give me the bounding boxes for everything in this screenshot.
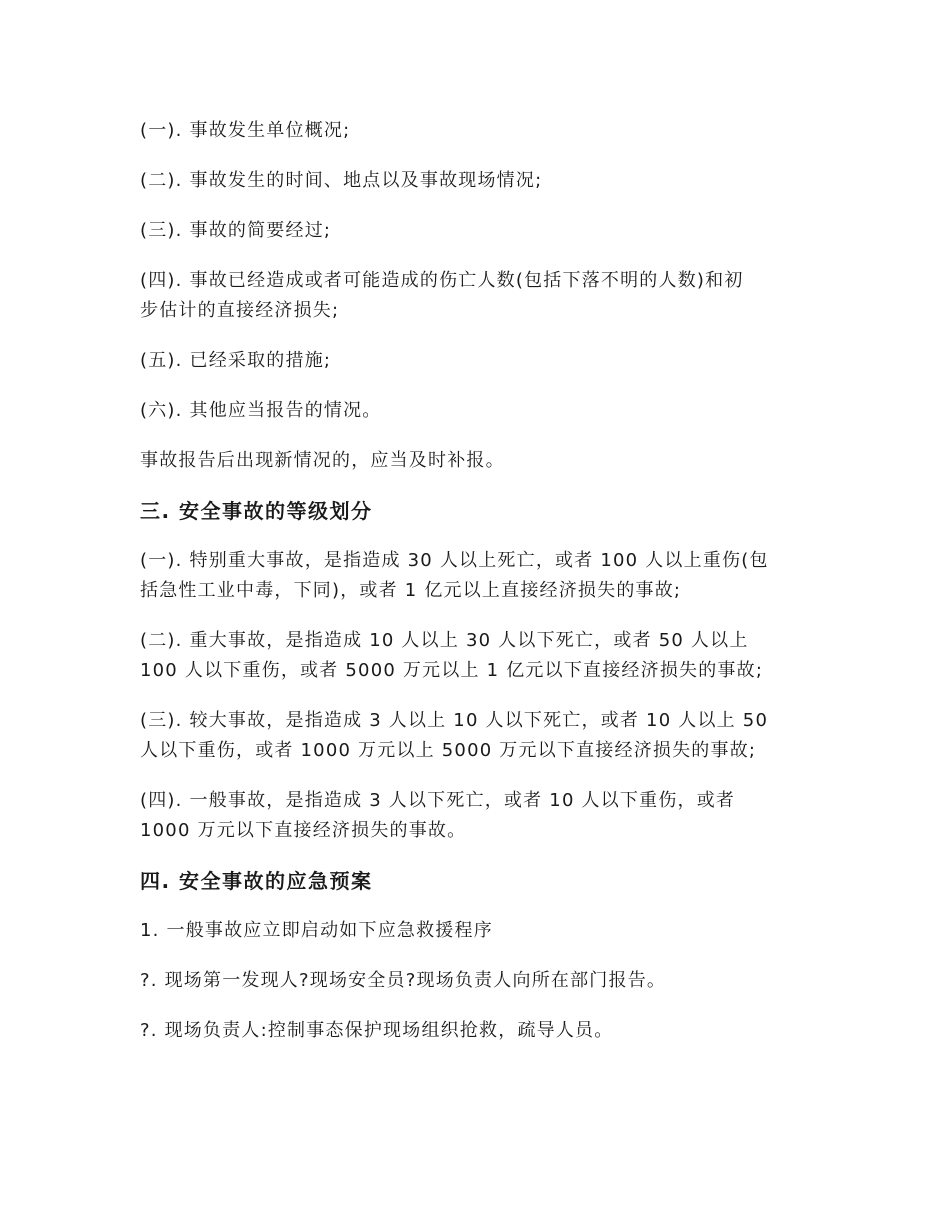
section-heading-emergency-plan: 四. 安全事故的应急预案 xyxy=(140,869,373,893)
list-item-report-3: (三). 事故的简要经过; xyxy=(140,220,332,241)
paragraph-supplement: 事故报告后出现新情况的，应当及时补报。 xyxy=(140,450,505,471)
document-page xyxy=(140,116,820,1066)
list-item-emergency-step-1: ?. 现场第一发现人?现场安全员?现场负责人向所在部门报告。 xyxy=(140,970,667,991)
section-heading-accident-levels: 三. 安全事故的等级划分 xyxy=(140,499,373,523)
list-item-report-5: (五). 已经采取的措施; xyxy=(140,350,332,371)
list-item-level-3: (三). 较大事故，是指造成 3 人以上 10 人以下死亡，或者 10 人以上 50 人以下重伤，或者 1000 万元以上 5000 万元以下直接经济损失的事故; xyxy=(140,710,769,761)
list-item-level-4: (四). 一般事故，是指造成 3 人以下死亡，或者 10 人以下重伤，或者 1000 万元以下直接经济损失的事故。 xyxy=(140,790,736,841)
list-item-report-4: (四). 事故已经造成或者可能造成的伤亡人数(包括下落不明的人数)和初 步估计的直接经济损失; xyxy=(140,270,744,321)
list-item-report-6: (六). 其他应当报告的情况。 xyxy=(140,400,382,421)
list-item-level-1: (一). 特别重大事故，是指造成 30 人以上死亡，或者 100 人以上重伤(包 括急性工业中毒，下同)，或者 1 亿元以上直接经济损失的事故; xyxy=(140,550,769,601)
list-item-emergency-step-2: ?. 现场负责人:控制事态保护现场组织抢救，疏导人员。 xyxy=(140,1020,614,1041)
list-item-report-1: (一). 事故发生单位概况; xyxy=(140,120,351,141)
list-item-emergency-1: 1. 一般事故应立即启动如下应急救援程序 xyxy=(140,920,493,941)
list-item-level-2: (二). 重大事故，是指造成 10 人以上 30 人以下死亡，或者 50 人以上 100 人以下重伤，或者 5000 万元以上 1 亿元以下直接经济损失的事故; xyxy=(140,630,764,681)
list-item-report-2: (二). 事故发生的时间、地点以及事故现场情况; xyxy=(140,170,543,191)
